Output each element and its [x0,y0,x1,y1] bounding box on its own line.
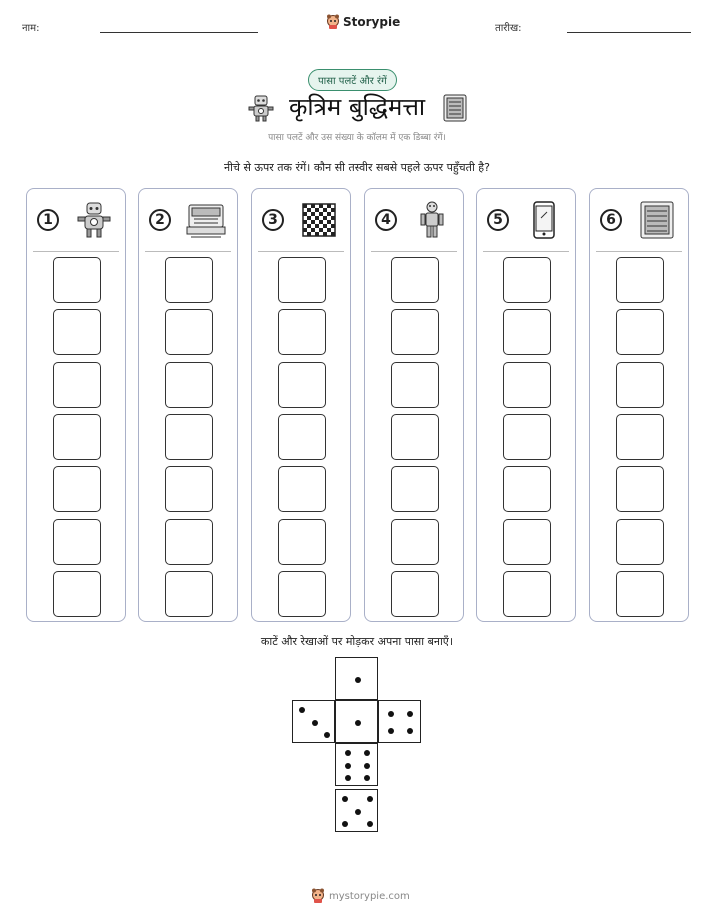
color-box[interactable] [391,414,439,460]
die-pip [324,732,330,738]
column-divider [33,251,119,252]
die-pip [367,796,373,802]
column-divider [371,251,457,252]
robot-icon [246,93,276,123]
color-box[interactable] [165,571,213,617]
color-box[interactable] [278,257,326,303]
die-pip [345,750,351,756]
die-pip [364,775,370,781]
footer-url: mystorypie.com [329,890,410,902]
date-line[interactable] [567,32,691,33]
column-header [252,189,350,249]
instruction-text: नीचे से ऊपर तक रंगें। कौन सी तस्वीर सबसे पहले ऊपर पहुँचती है? [224,161,490,174]
color-box[interactable] [278,466,326,512]
die-pip [312,720,318,726]
die-pip [364,750,370,756]
storypie-mascot-icon [311,888,325,904]
dice-column-5 [476,188,576,622]
color-box[interactable] [278,309,326,355]
humanoid-robot-icon [411,199,453,241]
color-box[interactable] [53,414,101,460]
server-icon [442,93,468,123]
color-box[interactable] [165,519,213,565]
column-divider [596,251,682,252]
color-box[interactable] [503,466,551,512]
column-number: 1 [37,209,59,231]
color-box[interactable] [53,309,101,355]
color-box[interactable] [53,519,101,565]
column-header [477,189,575,249]
die-pip [367,821,373,827]
color-box[interactable] [53,571,101,617]
column-number: 2 [149,209,171,231]
color-box[interactable] [165,309,213,355]
color-box[interactable] [278,414,326,460]
server-icon [636,199,678,241]
color-box[interactable] [53,362,101,408]
column-number: 4 [375,209,397,231]
name-line[interactable] [100,32,258,33]
name-label: नाम: [22,23,40,34]
die-pip [355,677,361,683]
cut-instruction: काटें और रेखाओं पर मोड़कर अपना पासा बनाएँ। [260,635,454,648]
chessboard-icon [298,199,340,241]
die-pip [342,796,348,802]
die-face-3 [292,700,335,743]
dice-column-6 [589,188,689,622]
computer-icon [185,199,227,241]
color-box[interactable] [278,519,326,565]
color-box[interactable] [391,309,439,355]
die-face-1-center [335,700,378,743]
color-box[interactable] [391,466,439,512]
color-box[interactable] [53,466,101,512]
color-box[interactable] [53,257,101,303]
page-subtitle: पासा पलटें और उस संख्या के कॉलम में एक डिब्बा रंगें। [268,133,446,143]
color-box[interactable] [616,466,664,512]
column-divider [145,251,231,252]
dice-column-4 [364,188,464,622]
color-box[interactable] [165,466,213,512]
color-box[interactable] [503,362,551,408]
color-box[interactable] [616,309,664,355]
brand-name: Storypie [343,15,401,29]
column-header [139,189,237,249]
die-pip [364,763,370,769]
column-header [365,189,463,249]
color-box[interactable] [278,571,326,617]
color-box[interactable] [616,571,664,617]
brand-logo [326,14,400,30]
color-box[interactable] [616,519,664,565]
die-pip [299,707,305,713]
page-title: कृत्रिम बुद्धिमत्ता [289,93,426,121]
color-box[interactable] [503,571,551,617]
die-pip [388,728,394,734]
color-box[interactable] [503,309,551,355]
die-pip [407,728,413,734]
dice-column-3 [251,188,351,622]
column-header [590,189,688,249]
die-face-5 [335,789,378,832]
color-box[interactable] [165,257,213,303]
color-box[interactable] [503,414,551,460]
column-divider [258,251,344,252]
storypie-mascot-icon [326,14,340,30]
die-pip [342,821,348,827]
die-face-1 [335,657,378,700]
column-number: 5 [487,209,509,231]
color-box[interactable] [503,519,551,565]
color-box[interactable] [391,519,439,565]
smartphone-icon [523,199,565,241]
color-box[interactable] [165,414,213,460]
column-header [27,189,125,249]
die-pip [355,720,361,726]
color-box[interactable] [503,257,551,303]
die-pip [407,711,413,717]
column-number: 3 [262,209,284,231]
robot-icon [73,199,115,241]
die-face-4 [378,700,421,743]
die-pip [388,711,394,717]
color-box[interactable] [616,414,664,460]
color-box[interactable] [616,257,664,303]
activity-badge: पासा पलटें और रंगें [308,69,397,91]
column-number: 6 [600,209,622,231]
color-box[interactable] [391,571,439,617]
color-box[interactable] [391,257,439,303]
dice-column-1 [26,188,126,622]
footer [311,888,410,904]
color-box[interactable] [391,362,439,408]
column-divider [483,251,569,252]
die-pip [345,775,351,781]
die-pip [355,809,361,815]
dice-column-2 [138,188,238,622]
date-label: तारीख: [495,23,522,34]
color-box[interactable] [616,362,664,408]
color-box[interactable] [165,362,213,408]
color-box[interactable] [278,362,326,408]
die-pip [345,763,351,769]
die-face-6 [335,743,378,786]
